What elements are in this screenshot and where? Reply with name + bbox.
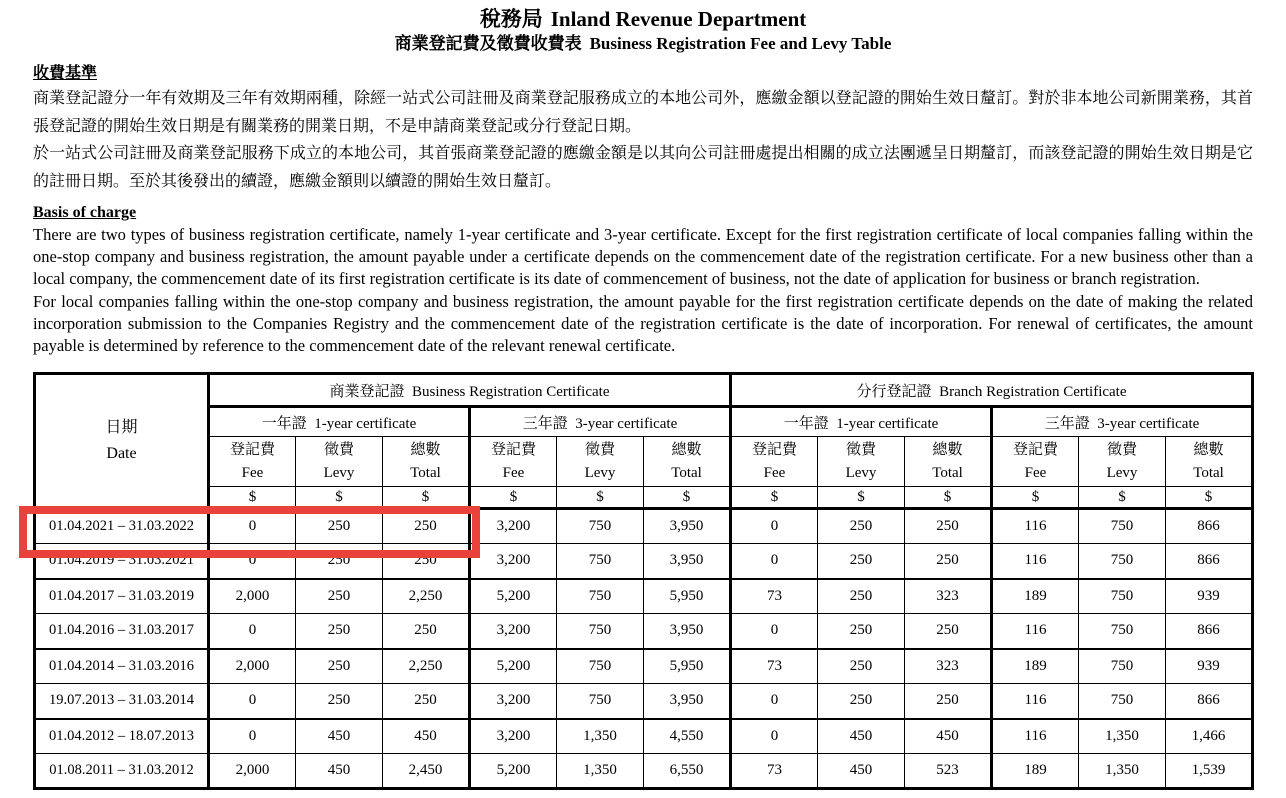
amount-cell: 116	[992, 614, 1079, 649]
amount-cell: 73	[731, 579, 818, 614]
fee-table-container	[33, 372, 1253, 790]
date-header-english: Date	[106, 445, 137, 462]
amount-cell: 0	[731, 684, 818, 719]
amount-cell: 0	[731, 719, 818, 754]
currency-symbol-cell: $	[209, 487, 296, 509]
subheader-chinese: 登記費	[229, 441, 275, 458]
amount-cell: 866	[1166, 614, 1253, 649]
amount-cell: 750	[1079, 544, 1166, 579]
amount-cell: 1,350	[1079, 754, 1166, 789]
amount-cell: 250	[905, 509, 992, 544]
english-paragraph-1: There are two types of business registration certificate, namely 1-year certificate and 3-year certificate. Except for the first registration certificate of local companies falling within the one-stop company and business registration, the amount payable under a certificate depends on the commencement date of the registration certificate. For a new business other than a local company, the commencement date of its first registration certificate is its date of commencement of business, not the date of application for business or branch registration.	[33, 225, 1253, 288]
amount-cell: 523	[905, 754, 992, 789]
date-range-cell: 01.04.2021 – 31.03.2022	[35, 509, 209, 544]
currency-symbol-cell: $	[557, 487, 644, 509]
subheader-chinese: 徵費	[323, 441, 354, 458]
subheader-chinese: 總數	[410, 441, 441, 458]
subheader-total	[644, 437, 731, 487]
amount-cell: 2,450	[383, 754, 470, 789]
amount-cell: 0	[731, 544, 818, 579]
subheader-chinese: 總數	[1193, 441, 1224, 458]
brc-1year-header	[209, 407, 470, 437]
amount-cell: 0	[209, 614, 296, 649]
table-row	[35, 579, 1253, 614]
amount-cell: 250	[905, 614, 992, 649]
currency-symbol-cell: $	[818, 487, 905, 509]
amount-cell: 450	[818, 754, 905, 789]
subheader-total	[1166, 437, 1253, 487]
branch-1year-header	[731, 407, 992, 437]
amount-cell: 5,200	[470, 579, 557, 614]
chinese-section-heading: 收費基準	[33, 65, 98, 82]
subheader-chinese: 徵費	[846, 441, 877, 458]
subheader-chinese: 登記費	[490, 441, 536, 458]
amount-cell: 5,200	[470, 754, 557, 789]
cert-type-chinese: 三年證	[522, 415, 568, 432]
subheader-levy	[557, 437, 644, 487]
amount-cell: 1,539	[1166, 754, 1253, 789]
date-header-chinese: 日期	[105, 419, 138, 436]
table-row	[35, 719, 1253, 754]
amount-cell: 323	[905, 579, 992, 614]
date-range-cell: 01.04.2012 – 18.07.2013	[35, 719, 209, 754]
amount-cell: 1,466	[1166, 719, 1253, 754]
group-header-english: Business Registration Certificate	[412, 383, 610, 400]
english-section-heading: Basis of charge	[33, 204, 137, 221]
subheader-english: Total	[1193, 464, 1224, 481]
amount-cell: 189	[992, 754, 1079, 789]
date-column-header	[35, 374, 209, 509]
subheader-fee	[209, 437, 296, 487]
subheader-levy	[818, 437, 905, 487]
amount-cell: 250	[296, 614, 383, 649]
amount-cell: 866	[1166, 509, 1253, 544]
chinese-paragraph-1: 商業登記證分一年有效期及三年有效期兩種，除經一站式公司註冊及商業登記服務成立的本地公司外，應繳金額以登記證的開始生效日釐訂。對於非本地公司新開業務，其首張登記證的開始生效日期是有關業務的開業日期，不是申請商業登記或分行登記日期。	[33, 90, 1253, 135]
amount-cell: 2,250	[383, 579, 470, 614]
amount-cell: 1,350	[557, 719, 644, 754]
amount-cell: 250	[818, 579, 905, 614]
amount-cell: 0	[209, 544, 296, 579]
subheader-levy	[1079, 437, 1166, 487]
table-row	[35, 754, 1253, 789]
amount-cell: 750	[1079, 579, 1166, 614]
cert-type-english: 1-year certificate	[314, 415, 417, 432]
amount-cell: 939	[1166, 649, 1253, 684]
subheader-chinese: 總數	[932, 441, 963, 458]
amount-cell: 750	[557, 649, 644, 684]
subheader-chinese: 登記費	[752, 441, 798, 458]
amount-cell: 250	[818, 509, 905, 544]
subheader-fee	[470, 437, 557, 487]
currency-symbol-cell: $	[644, 487, 731, 509]
amount-cell: 4,550	[644, 719, 731, 754]
amount-cell: 450	[905, 719, 992, 754]
title-chinese: 稅務局	[479, 7, 543, 31]
amount-cell: 3,200	[470, 544, 557, 579]
amount-cell: 323	[905, 649, 992, 684]
page-title	[33, 6, 1253, 32]
subheader-english: Total	[932, 464, 963, 481]
cert-type-english: 3-year certificate	[575, 415, 678, 432]
date-range-cell: 01.04.2019 – 31.03.2021	[35, 544, 209, 579]
subheader-total	[905, 437, 992, 487]
subheader-english: Total	[410, 464, 441, 481]
currency-symbol-cell: $	[731, 487, 818, 509]
group-header-english: Branch Registration Certificate	[939, 383, 1127, 400]
cert-type-english: 1-year certificate	[836, 415, 939, 432]
amount-cell: 250	[818, 684, 905, 719]
amount-cell: 0	[731, 614, 818, 649]
subheader-chinese: 登記費	[1013, 441, 1059, 458]
document-header	[33, 6, 1253, 56]
amount-cell: 116	[992, 509, 1079, 544]
amount-cell: 250	[383, 614, 470, 649]
amount-cell: 250	[296, 649, 383, 684]
amount-cell: 250	[818, 544, 905, 579]
amount-cell: 450	[818, 719, 905, 754]
currency-symbol-cell: $	[296, 487, 383, 509]
amount-cell: 0	[209, 719, 296, 754]
english-paragraph-2: For local companies falling within the one-stop company and business registration, the amount payable for the first registration certificate depends on the date of making the related incorporation submission to the Companies Registry and the commencement date of the registration certificate is the date of incorporation. For renewal of certificates, the amount payable is determined by reference to the commencement date of the relevant renewal certificate.	[33, 292, 1253, 355]
title-english: Inland Revenue Department	[550, 7, 807, 31]
amount-cell: 2,000	[209, 754, 296, 789]
subheader-english: Levy	[1106, 464, 1138, 481]
subheader-chinese: 總數	[671, 441, 702, 458]
branch-3year-header	[992, 407, 1253, 437]
amount-cell: 116	[992, 544, 1079, 579]
subtitle-chinese: 商業登記費及徵費收費表	[394, 34, 582, 53]
amount-cell: 3,950	[644, 684, 731, 719]
group-header-chinese: 分行登記證	[856, 383, 932, 400]
amount-cell: 0	[209, 684, 296, 719]
amount-cell: 866	[1166, 684, 1253, 719]
amount-cell: 250	[296, 684, 383, 719]
amount-cell: 750	[1079, 649, 1166, 684]
date-range-cell: 19.07.2013 – 31.03.2014	[35, 684, 209, 719]
amount-cell: 250	[905, 544, 992, 579]
currency-symbol-cell: $	[470, 487, 557, 509]
amount-cell: 750	[557, 614, 644, 649]
amount-cell: 750	[557, 579, 644, 614]
amount-cell: 750	[1079, 614, 1166, 649]
amount-cell: 750	[557, 509, 644, 544]
amount-cell: 250	[296, 579, 383, 614]
subheader-chinese: 徵費	[584, 441, 615, 458]
amount-cell: 750	[1079, 684, 1166, 719]
amount-cell: 750	[557, 684, 644, 719]
amount-cell: 5,950	[644, 579, 731, 614]
brc-3year-header	[470, 407, 731, 437]
chinese-paragraph-2: 於一站式公司註冊及商業登記服務下成立的本地公司，其首張商業登記證的應繳金額是以其向公司註冊處提出相關的成立法團遞呈日期釐訂，而該登記證的開始生效日期是它的註冊日期。至於其後發出的續證，應繳金額則以續證的開始生效日釐訂。	[33, 145, 1253, 190]
currency-symbol-cell: $	[992, 487, 1079, 509]
amount-cell: 3,200	[470, 614, 557, 649]
amount-cell: 250	[905, 684, 992, 719]
amount-cell: 450	[296, 754, 383, 789]
date-range-cell: 01.08.2011 – 31.03.2012	[35, 754, 209, 789]
amount-cell: 1,350	[557, 754, 644, 789]
subheader-english: Total	[671, 464, 702, 481]
amount-cell: 0	[731, 509, 818, 544]
amount-cell: 3,950	[644, 614, 731, 649]
date-range-cell: 01.04.2017 – 31.03.2019	[35, 579, 209, 614]
currency-symbol-cell: $	[383, 487, 470, 509]
cert-type-chinese: 三年證	[1044, 415, 1090, 432]
subheader-english: Fee	[502, 464, 525, 481]
subheader-fee	[992, 437, 1079, 487]
subheader-english: Fee	[241, 464, 264, 481]
english-section	[33, 202, 1253, 357]
amount-cell: 250	[296, 509, 383, 544]
amount-cell: 6,550	[644, 754, 731, 789]
amount-cell: 1,350	[1079, 719, 1166, 754]
amount-cell: 250	[818, 614, 905, 649]
amount-cell: 750	[557, 544, 644, 579]
branch-registration-group-header	[731, 374, 1253, 407]
subtitle-english: Business Registration Fee and Levy Table	[589, 34, 892, 53]
amount-cell: 3,200	[470, 509, 557, 544]
currency-symbol-cell: $	[905, 487, 992, 509]
subheader-fee	[731, 437, 818, 487]
table-row	[35, 684, 1253, 719]
amount-cell: 0	[209, 509, 296, 544]
amount-cell: 189	[992, 649, 1079, 684]
amount-cell: 250	[818, 649, 905, 684]
amount-cell: 866	[1166, 544, 1253, 579]
amount-cell: 450	[296, 719, 383, 754]
amount-cell: 939	[1166, 579, 1253, 614]
amount-cell: 2,000	[209, 649, 296, 684]
table-row	[35, 544, 1253, 579]
amount-cell: 2,000	[209, 579, 296, 614]
subheader-english: Fee	[1024, 464, 1047, 481]
subheader-english: Levy	[323, 464, 355, 481]
subheader-chinese: 徵費	[1107, 441, 1138, 458]
amount-cell: 3,950	[644, 509, 731, 544]
business-registration-group-header	[209, 374, 731, 407]
amount-cell: 250	[296, 544, 383, 579]
amount-cell: 5,950	[644, 649, 731, 684]
amount-cell: 250	[383, 544, 470, 579]
cert-type-english: 3-year certificate	[1097, 415, 1200, 432]
amount-cell: 73	[731, 754, 818, 789]
amount-cell: 3,200	[470, 719, 557, 754]
subheader-english: Levy	[845, 464, 877, 481]
table-row	[35, 649, 1253, 684]
amount-cell: 116	[992, 684, 1079, 719]
group-header-chinese: 商業登記證	[329, 383, 405, 400]
subheader-english: Levy	[584, 464, 616, 481]
amount-cell: 73	[731, 649, 818, 684]
subheader-english: Fee	[763, 464, 786, 481]
amount-cell: 116	[992, 719, 1079, 754]
amount-cell: 250	[383, 509, 470, 544]
amount-cell: 750	[1079, 509, 1166, 544]
amount-cell: 3,950	[644, 544, 731, 579]
amount-cell: 5,200	[470, 649, 557, 684]
fee-table	[33, 372, 1254, 790]
currency-symbol-cell: $	[1079, 487, 1166, 509]
date-range-cell: 01.04.2014 – 31.03.2016	[35, 649, 209, 684]
amount-cell: 3,200	[470, 684, 557, 719]
date-range-cell: 01.04.2016 – 31.03.2017	[35, 614, 209, 649]
amount-cell: 2,250	[383, 649, 470, 684]
cert-type-chinese: 一年證	[783, 415, 829, 432]
table-row	[35, 614, 1253, 649]
subheader-total	[383, 437, 470, 487]
table-row	[35, 509, 1253, 544]
cert-type-chinese: 一年證	[261, 415, 307, 432]
amount-cell: 189	[992, 579, 1079, 614]
subheader-levy	[296, 437, 383, 487]
amount-cell: 250	[383, 684, 470, 719]
currency-symbol-cell: $	[1166, 487, 1253, 509]
amount-cell: 450	[383, 719, 470, 754]
page-subtitle	[33, 32, 1253, 56]
chinese-section	[33, 63, 1253, 195]
